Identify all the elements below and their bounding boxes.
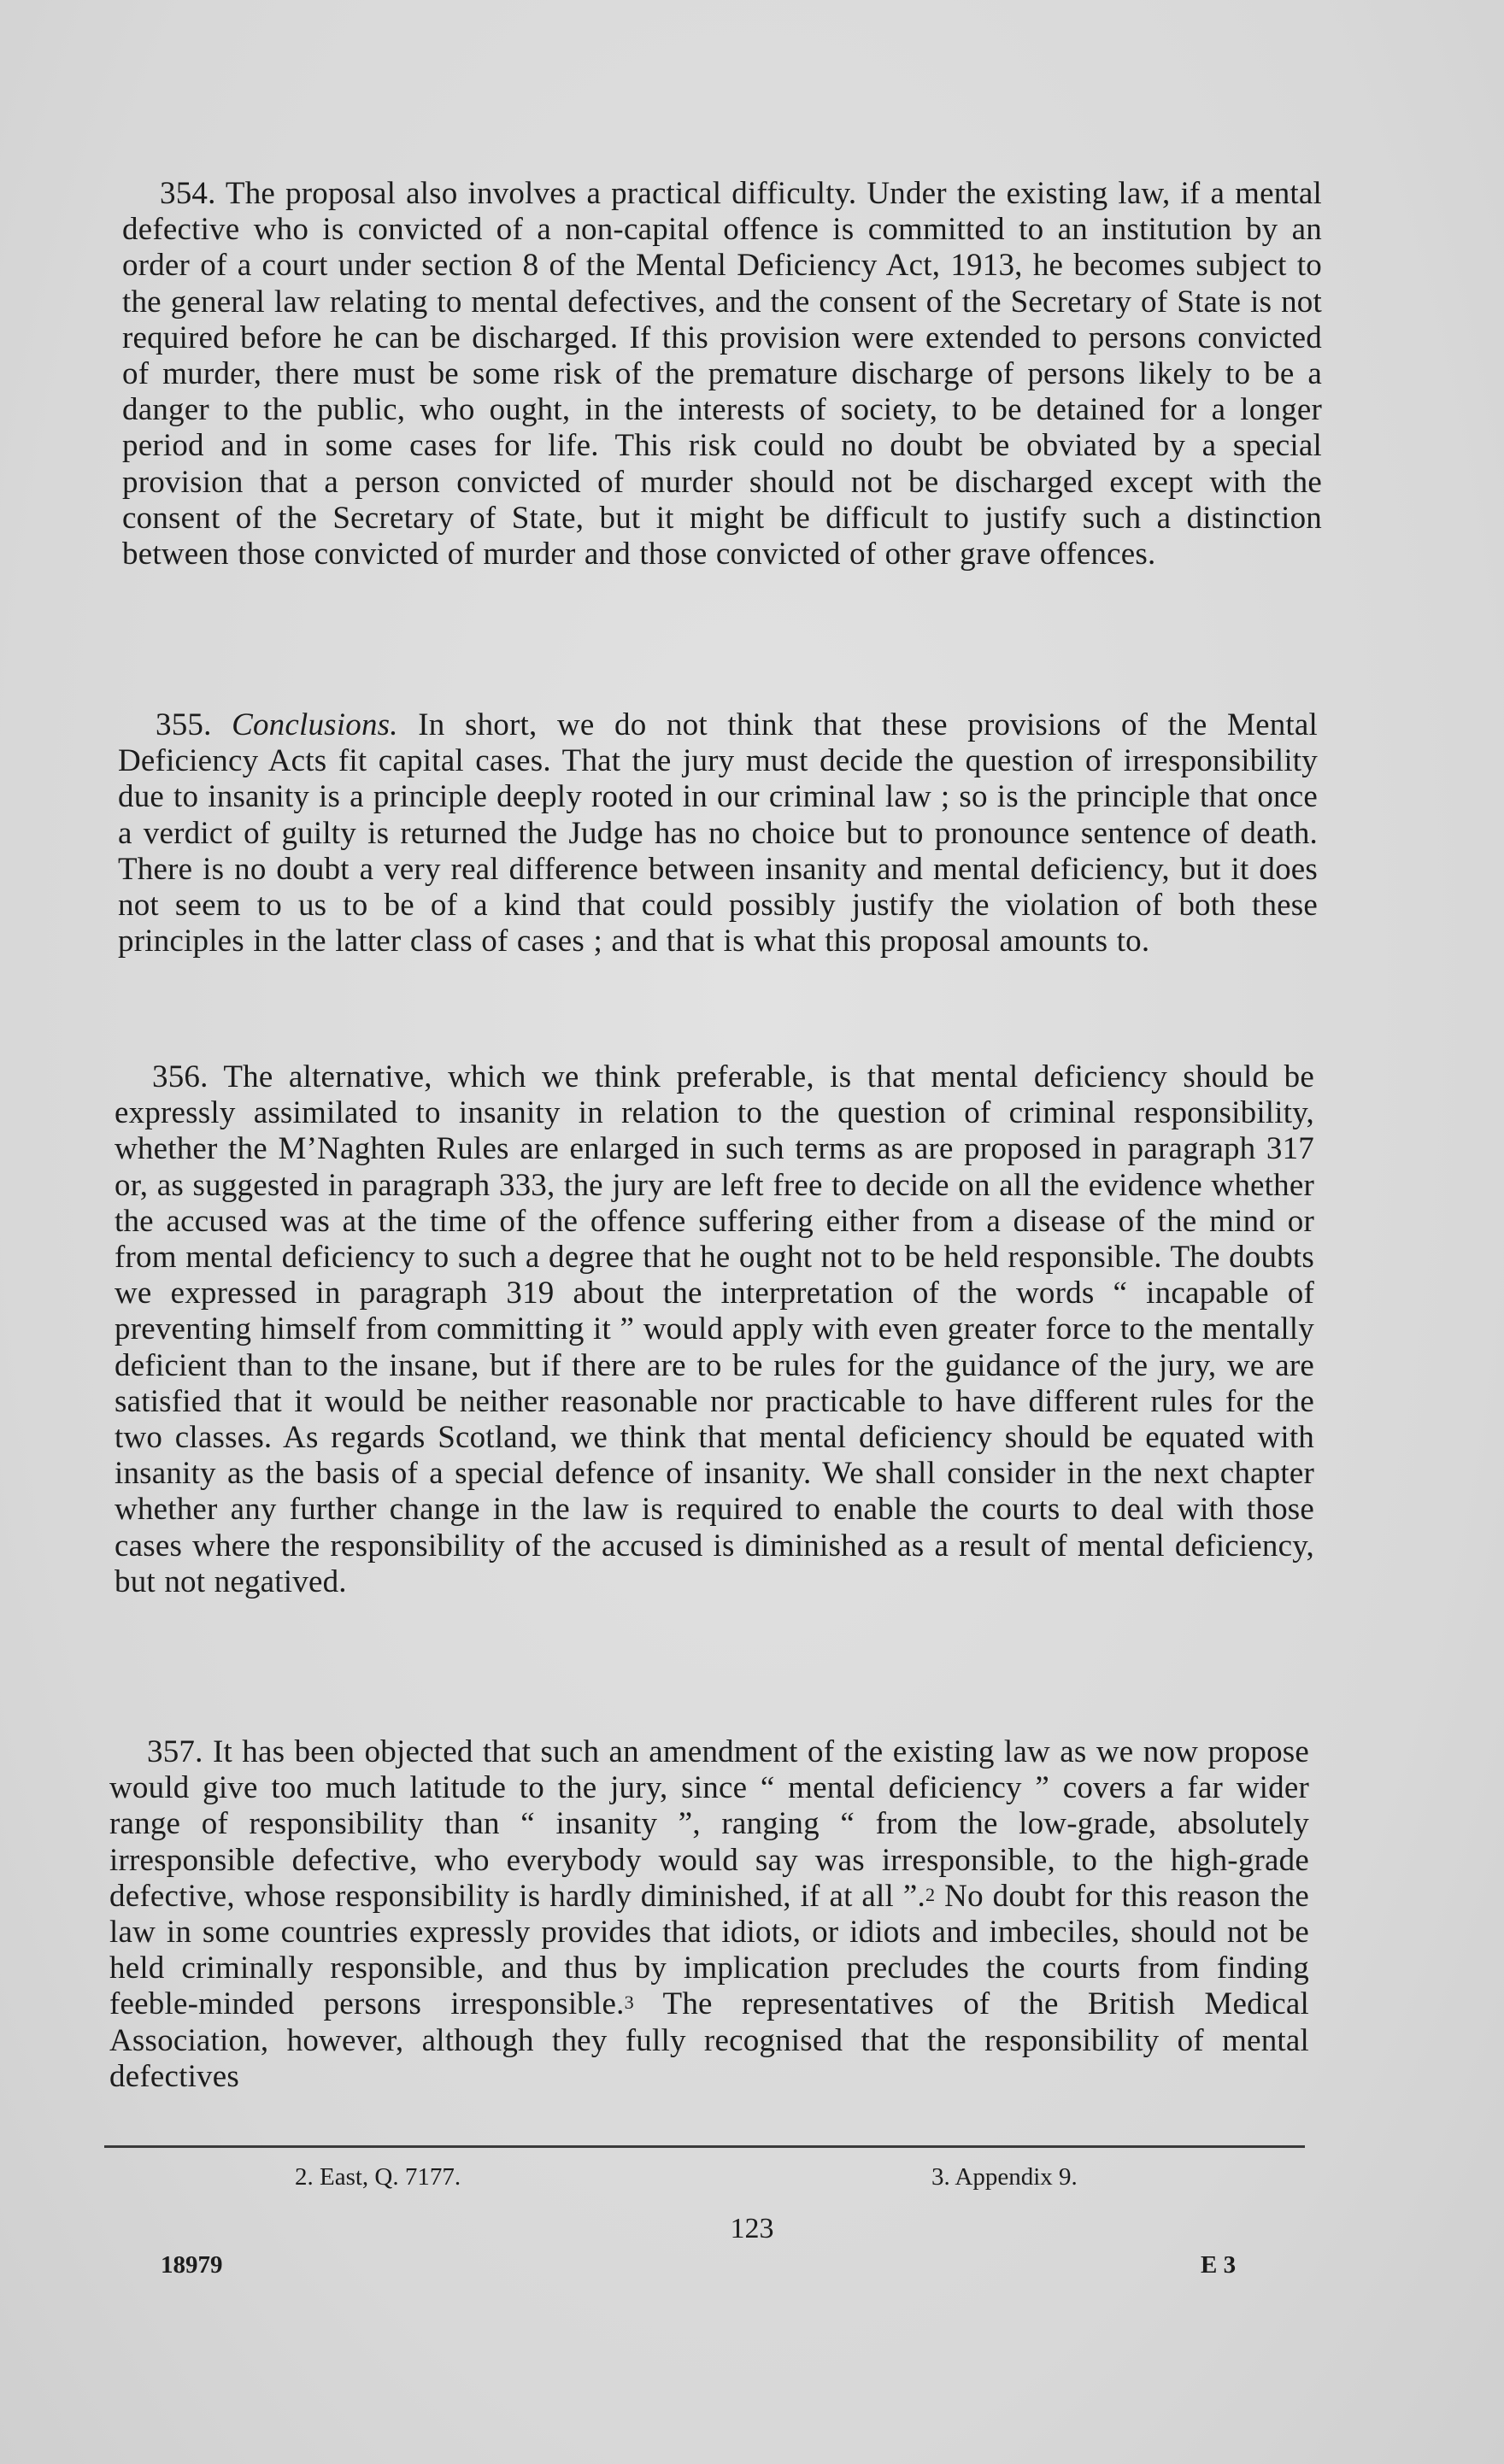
footnote-2: 2. East, Q. 7177.: [295, 2163, 461, 2191]
paragraph-heading: Conclusions.: [232, 707, 398, 742]
page-number: 123: [730, 2213, 774, 2244]
signature-mark: E 3: [1201, 2251, 1237, 2279]
paragraph-number: 354.: [160, 176, 216, 211]
paragraph-354: [122, 176, 1322, 572]
paragraph-356: [115, 1059, 1314, 1600]
paragraph-text: The representatives of the British Medical Association, however, although they fully recognised that the responsibility of mental defectives: [109, 1986, 1309, 2094]
paragraph-text: The proposal also involves a practical difficulty. Under the existing law, if a mental defective who is convicted of a non-capital offence is committed to an institution by an order of a court under section 8 of the Mental Deficiency Act, 1913, he becomes subject to the general law relating to mental defectives, and the consent of the Secretary of State is not required before he can be discharged. If this provision were extended to persons convicted of murder, there must be some risk of the premature discharge of persons likely to be a danger to the public, who ought, in the interests of society, to be detained for a longer period and in some cases for life. This risk could no doubt be obviated by a special provision that a person convicted of murder should not be discharged except with the consent of the Secretary of State, but it might be difficult to justify such a distinction between those convicted of murder and those convicted of other grave offences.: [122, 176, 1322, 572]
paragraph-text: In short, we do not think that these provisions of the Mental Deficiency Acts fit capital cases. That the jury must decide the question of irresponsibility due to insanity is a principle deeply rooted in our criminal law ; so is the principle that once a verdict of guilty is returned the Judge has no choice but to pronounce sentence of death. There is no doubt a very real difference between insanity and mental deficiency, but it does not seem to us to be of a kind that could possibly justify the violation of both these principles in the latter class of cases ; and that is what this proposal amounts to.: [118, 707, 1319, 959]
paragraph-number: 355.: [156, 707, 212, 742]
footnote-divider: [104, 2145, 1305, 2148]
paragraph-text: No doubt for this reason the law in some countries expressly provides that idiots, or idiots and imbeciles, should not be held criminally responsible, and thus by implication precludes the courts from finding feeble-minded persons irresponsible.: [109, 1878, 1310, 2022]
paragraph-357: [109, 1734, 1309, 2095]
footnote-ref-2[interactable]: 2: [925, 1883, 936, 1905]
footnote-3: 3. Appendix 9.: [931, 2163, 1078, 2191]
paragraph-text: The alternative, which we think preferable, is that mental deficiency should be expressly assimilated to insanity in relation to the question of criminal responsibility, whether the M’Naghten Rules are enlarged in such terms as are proposed in paragraph 317 or, as suggested in paragraph 333, the jury are left free to decide on all the evidence whether the accused was at the time of the offence suffering either from a disease of the mind or from mental deficiency to such a degree that he ought not to be held responsible. The doubts we expressed in paragraph 319 about the interpretation of the words “ incapable of preventing himself from committing it ” would apply with even greater force to the mentally deficient than to the insane, but if there are to be rules for the guidance of the jury, we are satisfied that it would be neither reasonable nor practicable to have different rules for the two classes. As regards Scotland, we think that mental deficiency should be equated with insanity as the basis of a special defence of insanity. We shall consider in the next chapter whether any further change in the law is required to enable the courts to deal with those cases where the responsibility of the accused is diminished as a result of mental deficiency, but not negatived.: [115, 1059, 1314, 1599]
paragraph-355: [118, 707, 1318, 959]
paragraph-number: 356.: [152, 1059, 209, 1094]
footnote-ref-3[interactable]: 3: [624, 1992, 634, 2014]
paragraph-text: It has been objected that such an amendment of the existing law as we now propose would give too much latitude to the jury, since “ mental deficiency ” covers a far wider range of responsibility than “ insanity ”, ranging “ from the low-grade, absolutely irresponsible defective, who everybody would say was irresponsible, to the high-grade defective, whose responsibility is hardly diminished, if at all ”.: [109, 1734, 1310, 1914]
paragraph-number: 357.: [147, 1734, 203, 1769]
print-code: 18979: [161, 2251, 223, 2279]
